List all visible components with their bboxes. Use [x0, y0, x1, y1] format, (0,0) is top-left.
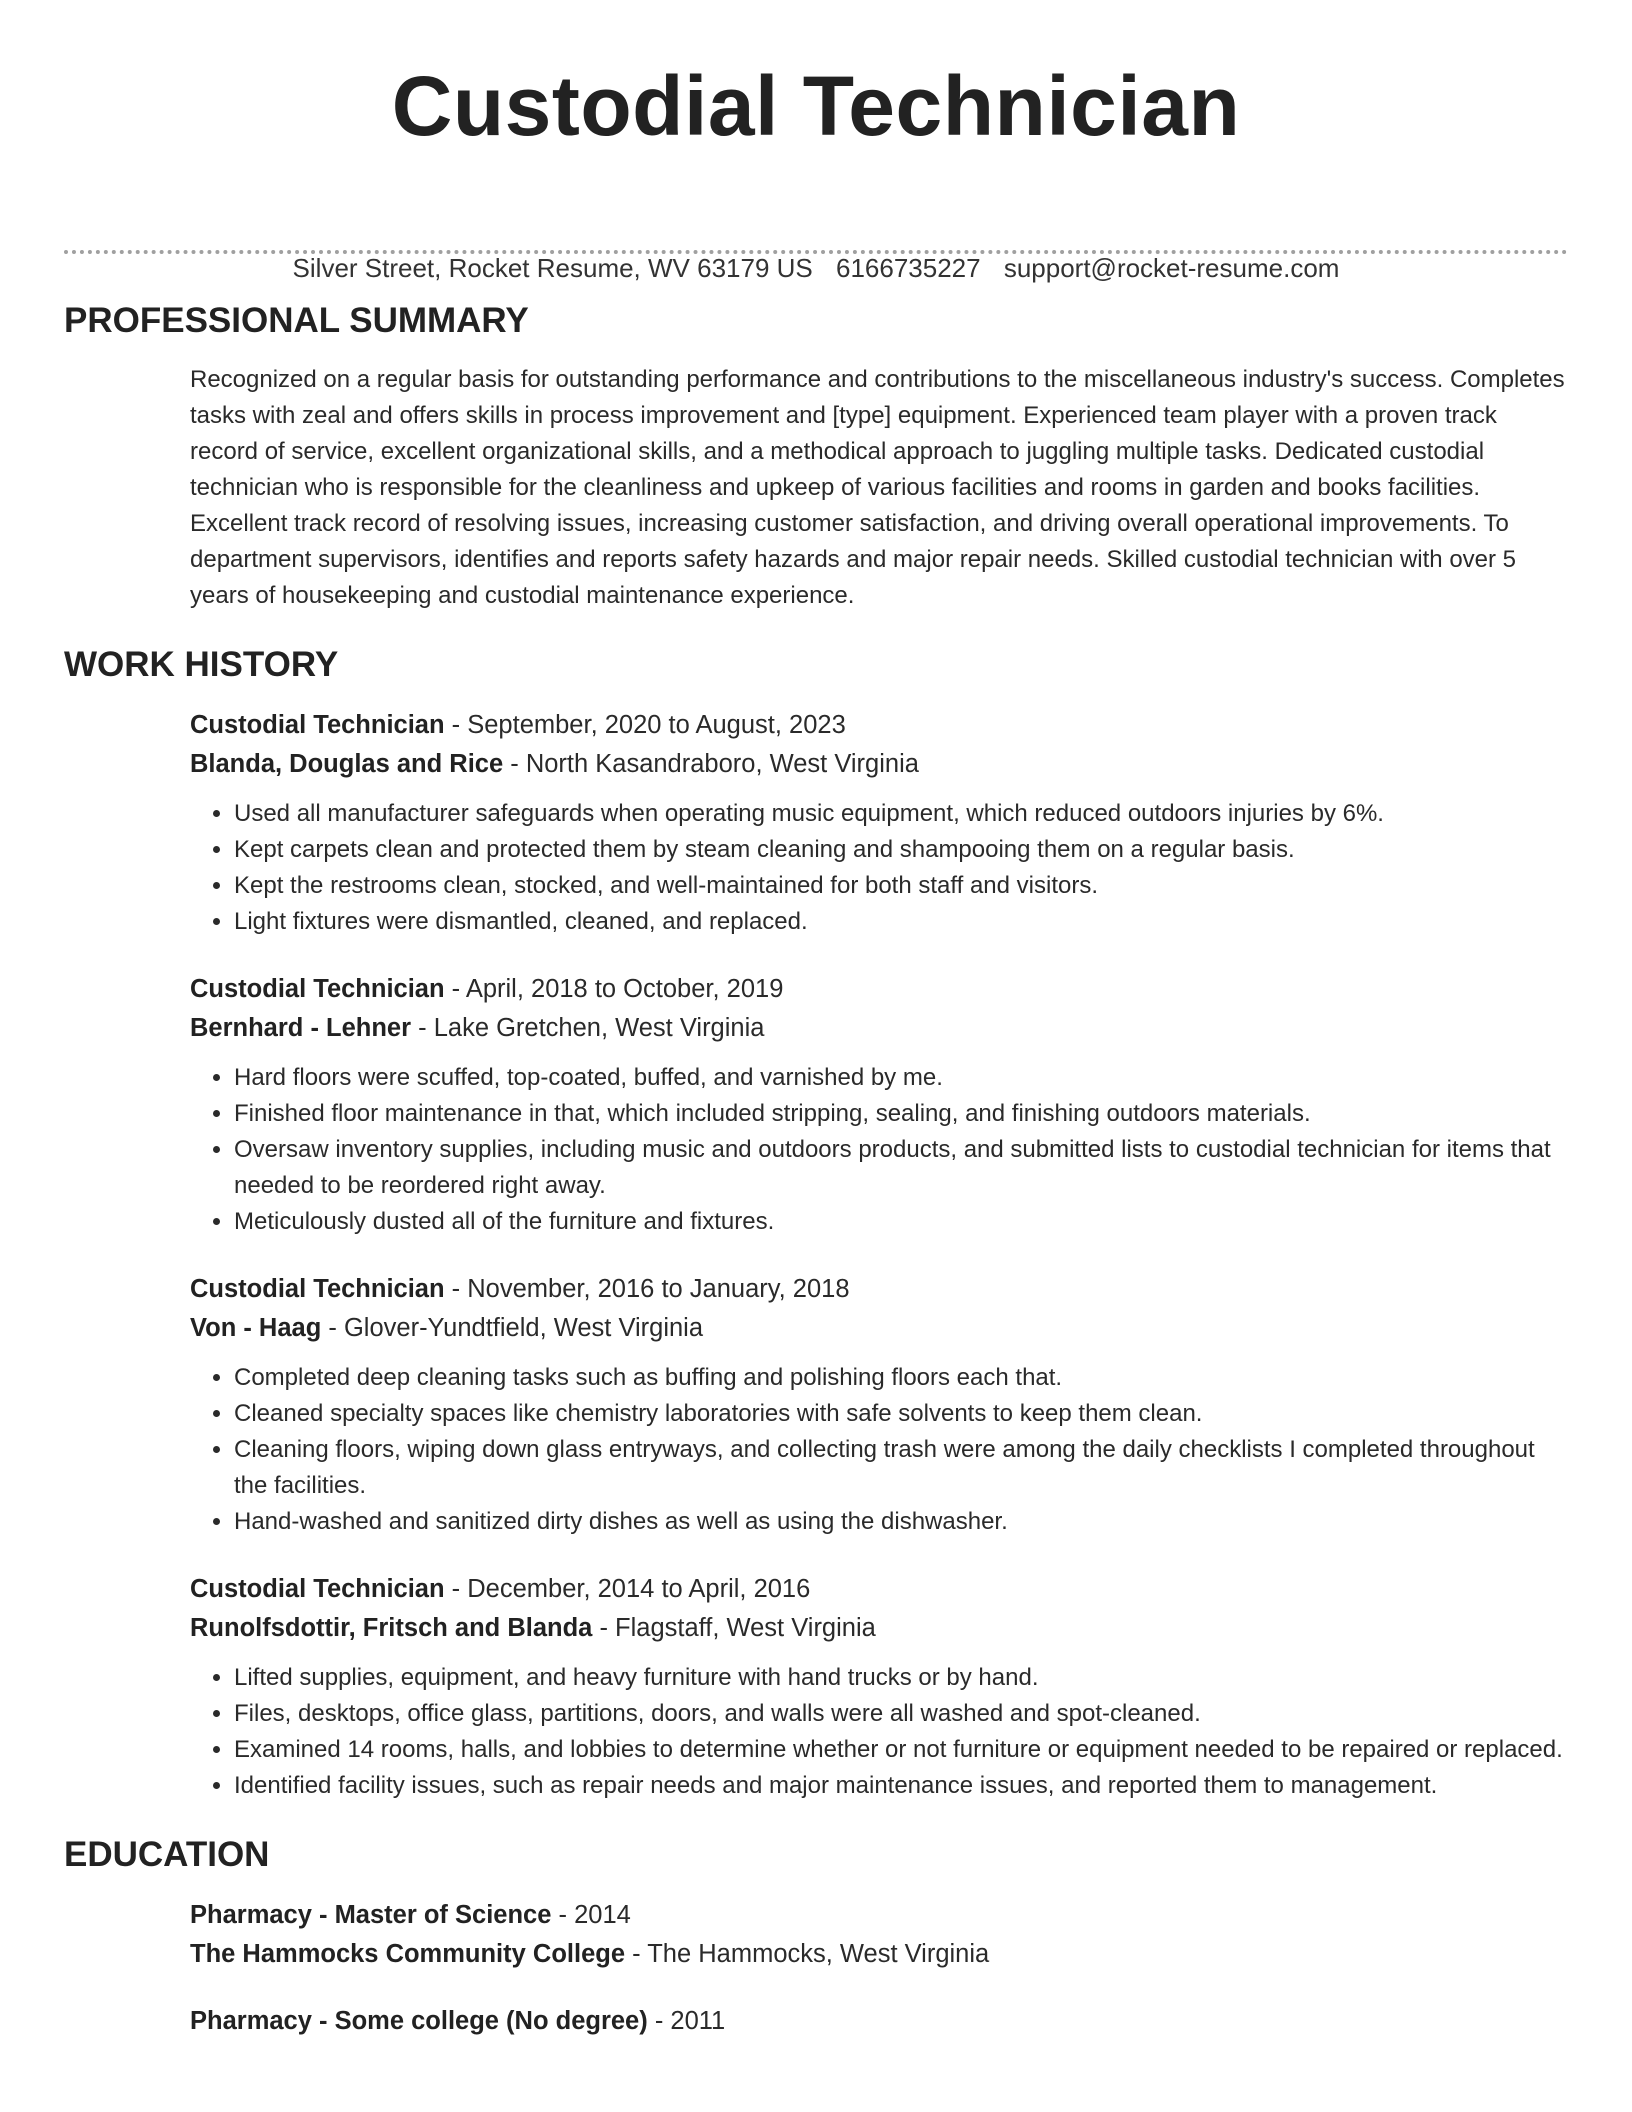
- resume-name: Custodial Technician: [391, 59, 1241, 153]
- resume-content: [64, 296, 1568, 2041]
- job-bullet: • Kept carpets clean and protected them by steam cleaning and shampooing them on a regular basis.: [234, 832, 1568, 868]
- job-entry: [190, 706, 1568, 940]
- job-title-line: [190, 1270, 1568, 1309]
- education-heading: EDUCATION: [64, 1835, 270, 1874]
- summary-section: [64, 296, 1568, 614]
- job-bullet: • Cleaning floors, wiping down glass entryways, and collecting trash were among the daily checklists I completed throughout the facilities.: [234, 1432, 1568, 1504]
- job-bullets: [190, 796, 1568, 940]
- job-bullet: • Examined 14 rooms, halls, and lobbies to determine whether or not furniture or equipment needed to be repaired or replaced.: [234, 1732, 1568, 1768]
- summary-text: Recognized on a regular basis for outstanding performance and contributions to the miscellaneous industry's success. Completes tasks with zeal and offers skills in process improvement and [type] equipment. Experienced team player with a proven track record of service, excellent organizational skills, and a methodical approach to juggling multiple tasks. Dedicated custodial technician who is responsible for the cleanliness and upkeep of various facilities and rooms in garden and books facilities. Excellent track record of resolving issues, increasing customer satisfaction, and driving overall operational improvements. To department supervisors, identifies and reports safety hazards and major repair needs. Skilled custodial technician with over 5 years of housekeeping and custodial maintenance experience.: [190, 366, 1565, 609]
- summary-heading: PROFESSIONAL SUMMARY: [64, 301, 529, 340]
- education-entry: [190, 1896, 1568, 1974]
- job-company-line: [190, 745, 1568, 784]
- job-company: Runolfsdottir, Fritsch and Blanda: [190, 1614, 593, 1642]
- job-bullet: • Finished floor maintenance in that, which included stripping, sealing, and finishing outdoors materials.: [234, 1096, 1568, 1132]
- job-company-line: [190, 1309, 1568, 1348]
- education-school: The Hammocks Community College: [190, 1940, 626, 1968]
- contact-address: Silver Street, Rocket Resume, WV 63179 US: [292, 253, 813, 283]
- job-location: - Glover-Yundtfield, West Virginia: [321, 1314, 704, 1342]
- job-dates: - November, 2016 to January, 2018: [444, 1275, 850, 1303]
- work-heading: WORK HISTORY: [64, 645, 339, 684]
- job-dates: - September, 2020 to August, 2023: [444, 711, 846, 739]
- job-bullet: • Hand-washed and sanitized dirty dishes as well as using the dishwasher.: [234, 1504, 1568, 1540]
- job-bullet: • Kept the restrooms clean, stocked, and well-maintained for both staff and visitors.: [234, 868, 1568, 904]
- job-title-line: [190, 1570, 1568, 1609]
- job-role: Custodial Technician: [190, 1275, 445, 1303]
- job-company: Von - Haag: [190, 1314, 322, 1342]
- education-school-line: [190, 1935, 1568, 1974]
- job-location: - North Kasandraboro, West Virginia: [503, 750, 919, 778]
- job-bullets: [190, 1660, 1568, 1804]
- education-entry: [190, 2002, 1568, 2041]
- job-bullet: • Lifted supplies, equipment, and heavy furniture with hand trucks or by hand.: [234, 1660, 1568, 1696]
- job-location: - Lake Gretchen, West Virginia: [411, 1014, 765, 1042]
- education-degree-line: [190, 2002, 1568, 2041]
- job-company-line: [190, 1609, 1568, 1648]
- job-title-line: [190, 970, 1568, 1009]
- education-section: [64, 1830, 1568, 2041]
- job-entry: [190, 1570, 1568, 1804]
- job-bullet: • Files, desktops, office glass, partitions, doors, and walls were all washed and spot-cleaned.: [234, 1696, 1568, 1732]
- job-location: - Flagstaff, West Virginia: [592, 1614, 876, 1642]
- job-bullet: • Meticulously dusted all of the furniture and fixtures.: [234, 1204, 1568, 1240]
- job-role: Custodial Technician: [190, 975, 445, 1003]
- contact-phone: 6166735227: [835, 253, 981, 283]
- education-year: - 2014: [551, 1901, 631, 1929]
- job-role: Custodial Technician: [190, 1575, 445, 1603]
- job-dates: - December, 2014 to April, 2016: [444, 1575, 811, 1603]
- job-bullet: • Oversaw inventory supplies, including music and outdoors products, and submitted lists to custodial technician for items that needed to be reordered right away.: [234, 1132, 1568, 1204]
- work-section: [64, 640, 1568, 1804]
- education-year: - 2011: [647, 2007, 726, 2035]
- job-role: Custodial Technician: [190, 711, 445, 739]
- job-bullet: • Light fixtures were dismantled, cleaned, and replaced.: [234, 904, 1568, 940]
- job-title-line: [190, 706, 1568, 745]
- job-company: Bernhard - Lehner: [190, 1014, 412, 1042]
- job-bullet: • Used all manufacturer safeguards when operating music equipment, which reduced outdoors injuries by 6%.: [234, 796, 1568, 832]
- education-location: - The Hammocks, West Virginia: [625, 1940, 990, 1968]
- education-degree-line: [190, 1896, 1568, 1935]
- job-bullet: • Completed deep cleaning tasks such as buffing and polishing floors each that.: [234, 1360, 1568, 1396]
- education-degree: Pharmacy - Master of Science: [190, 1901, 552, 1929]
- job-entry: [190, 1270, 1568, 1540]
- contact-line: [0, 250, 1632, 286]
- header-divider: [64, 250, 1568, 254]
- job-bullets: [190, 1060, 1568, 1240]
- job-bullet: • Identified facility issues, such as repair needs and major maintenance issues, and reported them to management.: [234, 1768, 1568, 1804]
- contact-email: support@rocket-resume.com: [1003, 253, 1340, 283]
- job-entry: [190, 970, 1568, 1240]
- job-bullets: [190, 1360, 1568, 1540]
- job-company: Blanda, Douglas and Rice: [190, 750, 504, 778]
- job-bullet: • Hard floors were scuffed, top-coated, buffed, and varnished by me.: [234, 1060, 1568, 1096]
- job-bullet: • Cleaned specialty spaces like chemistry laboratories with safe solvents to keep them clean.: [234, 1396, 1568, 1432]
- job-company-line: [190, 1009, 1568, 1048]
- education-degree: Pharmacy - Some college (No degree): [190, 2007, 648, 2035]
- job-dates: - April, 2018 to October, 2019: [444, 975, 784, 1003]
